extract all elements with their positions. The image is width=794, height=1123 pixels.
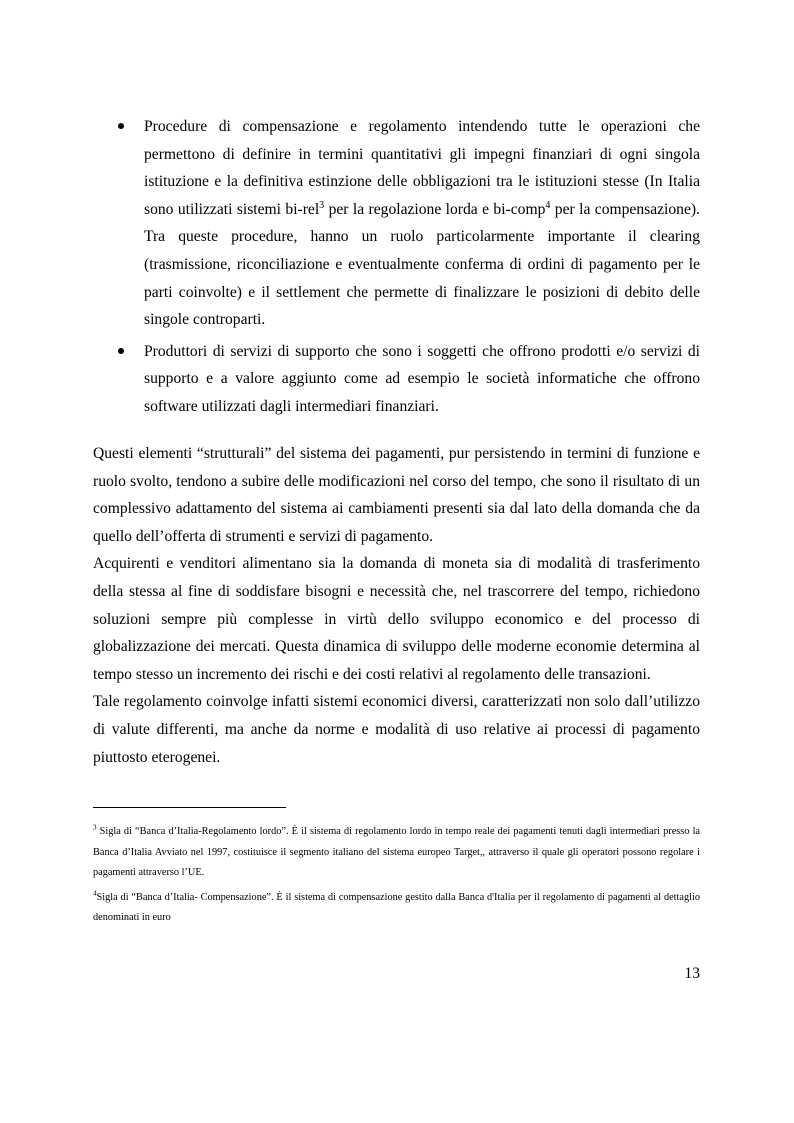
bullet-icon	[118, 123, 124, 129]
bullet-item-support-services	[118, 338, 700, 421]
footnotes	[93, 822, 700, 929]
footnote-4	[93, 888, 700, 929]
footnote-mark: 3	[93, 823, 97, 832]
footnote-ref-3[interactable]: 3	[319, 199, 325, 211]
footnote-divider	[93, 807, 286, 808]
page-number: 13	[684, 965, 700, 982]
footnote-mark: 4	[93, 889, 97, 898]
footnote-text: Sigla di “Banca d’Italia-Regolamento lordo”. È il sistema di regolamento lordo in tempo reale dei pagamenti tenuti dagli intermediari presso la Banca d’Italia Avviato nel 1997, costituisce il segmento italiano del sistema europeo Target,, attraverso il quale gli operatori possono regolare i pagamenti attraverso l’UE.	[93, 826, 700, 879]
footnote-ref-4[interactable]: 4	[545, 199, 551, 211]
bullet-list	[118, 113, 700, 421]
bullet-text: Produttori di servizi di supporto che sono i soggetti che offrono prodotti e/o servizi di supporto e a valore aggiunto come ad esempio le società informatiche che offrono software utilizzati dagli intermediari finanziari.	[144, 342, 700, 415]
footnote-text: Sigla di “Banca d’Italia- Compensazione”. È il sistema di compensazione gestito dalla Banca d'Italia per il regolamento di pagamenti al dettaglio denominati in euro	[93, 891, 700, 924]
footnote-3	[93, 822, 700, 884]
bullet-icon	[118, 348, 124, 354]
bullet-text-part: per la compensazione). Tra queste procedure, hanno un ruolo particolarmente importante il clearing (trasmissione, riconciliazione e eventualmente conferma di ordini di pagamento per le parti coinvolte) e il settlement che permette di finalizzare le posizioni di debito delle singole controparti.	[144, 200, 700, 329]
bullet-text-part: per la regolazione lorda e bi-comp	[324, 200, 546, 218]
paragraph: Tale regolamento coinvolge infatti sistemi economici diversi, caratterizzati non solo dall’utilizzo di valute differenti, ma anche da norme e modalità di uso relative ai processi di pagamento piuttosto eterogenei.	[93, 693, 700, 766]
paragraph: Acquirenti e venditori alimentano sia la domanda di moneta sia di modalità di trasferimento della stessa al fine di soddisfare bisogni e necessità che, nel trascorrere del tempo, richiedono soluzioni sempre più complesse in virtù dello sviluppo economico e del processo di globalizzazione dei mercati. Questa dinamica di sviluppo delle moderne economie determina al tempo stesso un incremento dei rischi e dei costi relativi al regolamento delle transazioni.	[93, 555, 700, 683]
bullet-text-part: Procedure di compensazione e regolamento intendendo tutte le operazioni che permettono di definire in termini quantitativi gli impegni finanziari di ogni singola istituzione e la definitiva estinzione delle obbligazioni tra le istituzioni stesse (In Italia sono utilizzati sistemi bi-rel	[144, 118, 700, 218]
bullet-item-clearing	[118, 113, 700, 334]
body-text	[93, 440, 700, 771]
paragraph: Questi elementi “strutturali” del sistema dei pagamenti, pur persistendo in termini di funzione e ruolo svolto, tendono a subire delle modificazioni nel corso del tempo, che sono il risultato di un complessivo adattamento del sistema ai cambiamenti presenti sia dal lato della domanda che da quello dell’offerta di strumenti e servizi di pagamento.	[93, 445, 700, 545]
